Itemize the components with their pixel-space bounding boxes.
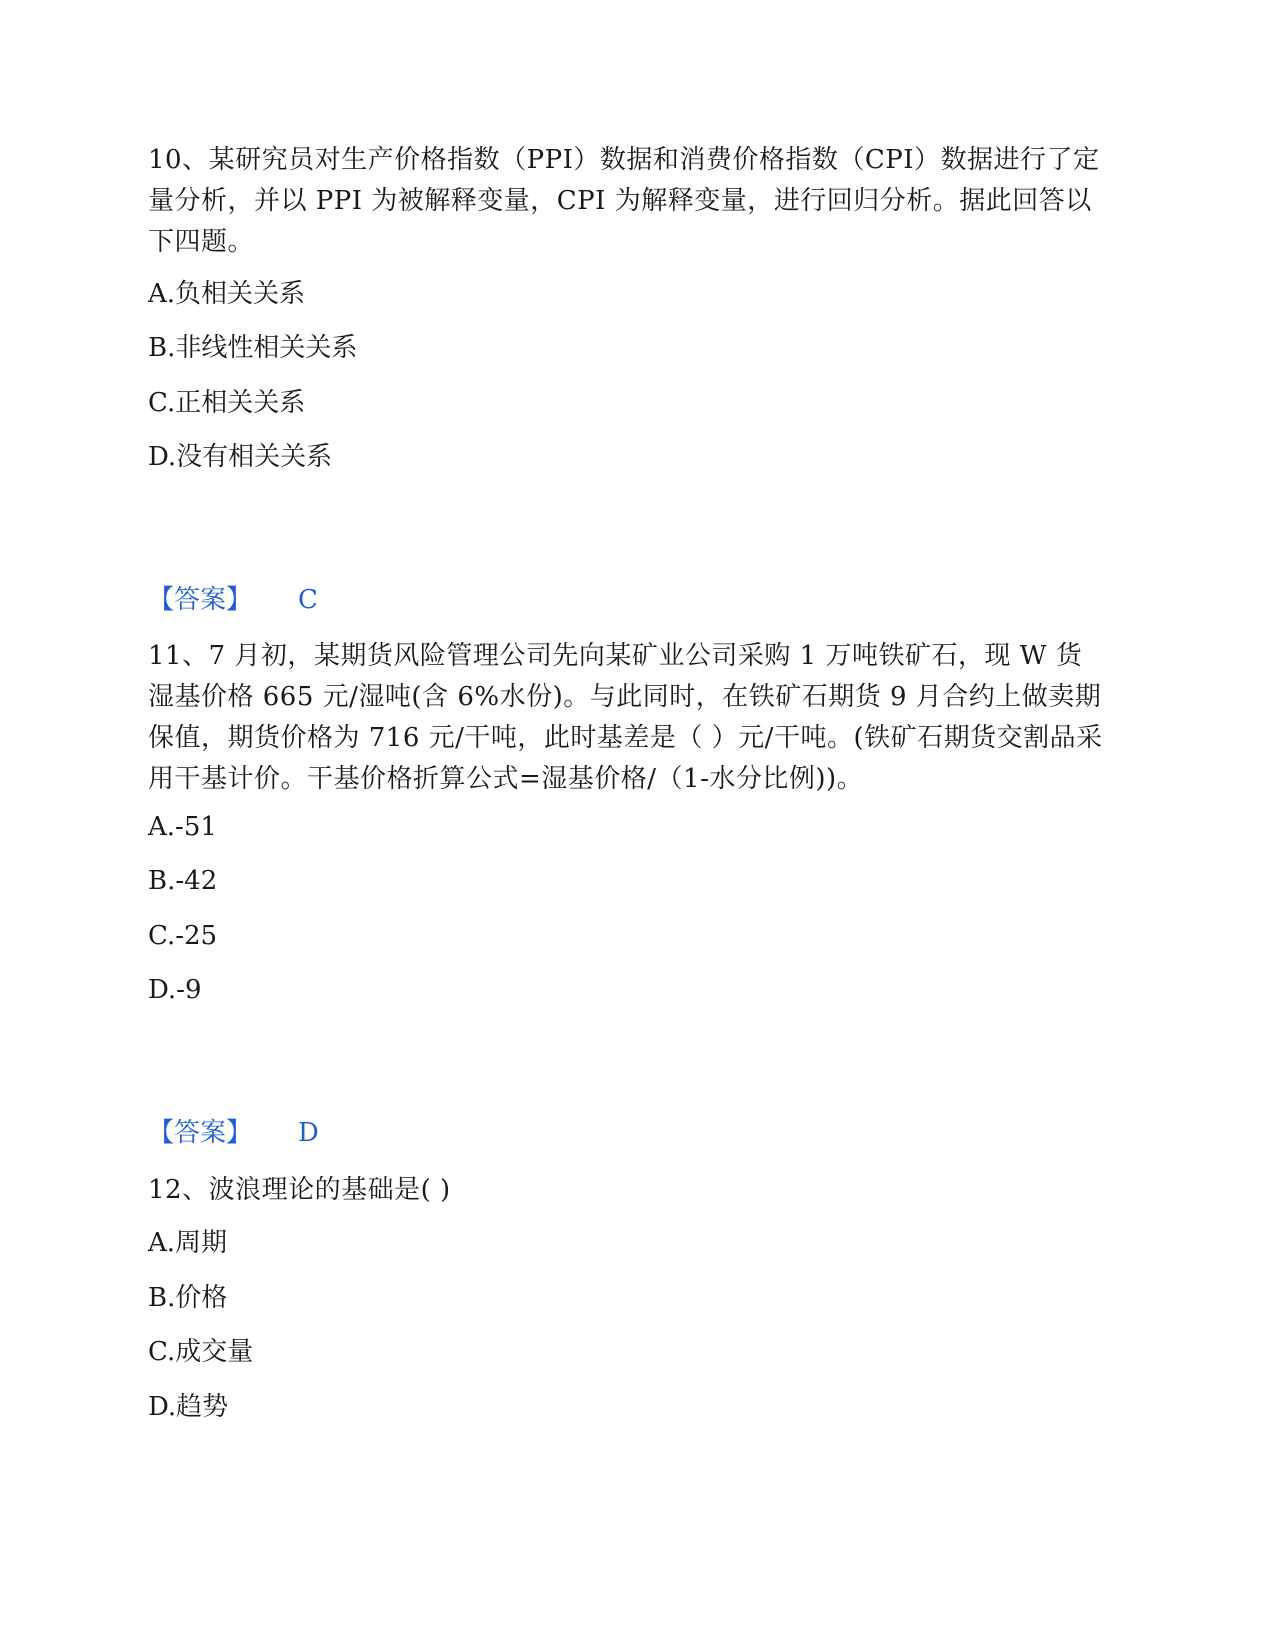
question-11 (148, 636, 1108, 800)
option-c: C.-25 (148, 921, 218, 951)
option-a: A.负相关关系 (148, 279, 306, 309)
option-a: A.周期 (148, 1228, 228, 1258)
question-stem: 12、波浪理论的基础是( ) (148, 1175, 451, 1205)
option-d: D.-9 (148, 975, 202, 1005)
option-b: B.非线性相关关系 (148, 333, 358, 363)
option-c: C.成交量 (148, 1337, 254, 1367)
option-c: C.正相关关系 (148, 388, 306, 418)
answer-value: C (298, 585, 318, 615)
question-12 (148, 1170, 1108, 1211)
option-d: D.趋势 (148, 1392, 229, 1422)
option-d: D.没有相关关系 (148, 442, 333, 472)
answer-label: 【答案】 (148, 585, 253, 615)
option-b: B.价格 (148, 1283, 228, 1313)
answer-value: D (298, 1118, 319, 1148)
question-10 (148, 140, 1108, 263)
answer-10 (148, 585, 318, 615)
question-stem: 11、7 月初，某期货风险管理公司先向某矿业公司采购 1 万吨铁矿石，现 W 货湿基价格 665 元/湿吨(含 6%水份)。与此同时，在铁矿石期货 9 月合约上做卖期保值，期货价格为 716 元/干吨，此时基差是（ ）元/干吨。(铁矿石期货交割品采用干基计价。干基价格折算公式=湿基价格/（1-水分比例))。 (148, 641, 1103, 794)
option-a: A.-51 (148, 812, 217, 842)
question-stem: 10、某研究员对生产价格指数（PPI）数据和消费价格指数（CPI）数据进行了定量分析，并以 PPI 为被解释变量，CPI 为解释变量，进行回归分析。据此回答以下四题。 (148, 145, 1100, 257)
answer-11 (148, 1118, 319, 1148)
option-b: B.-42 (148, 866, 218, 896)
answer-label: 【答案】 (148, 1118, 253, 1148)
